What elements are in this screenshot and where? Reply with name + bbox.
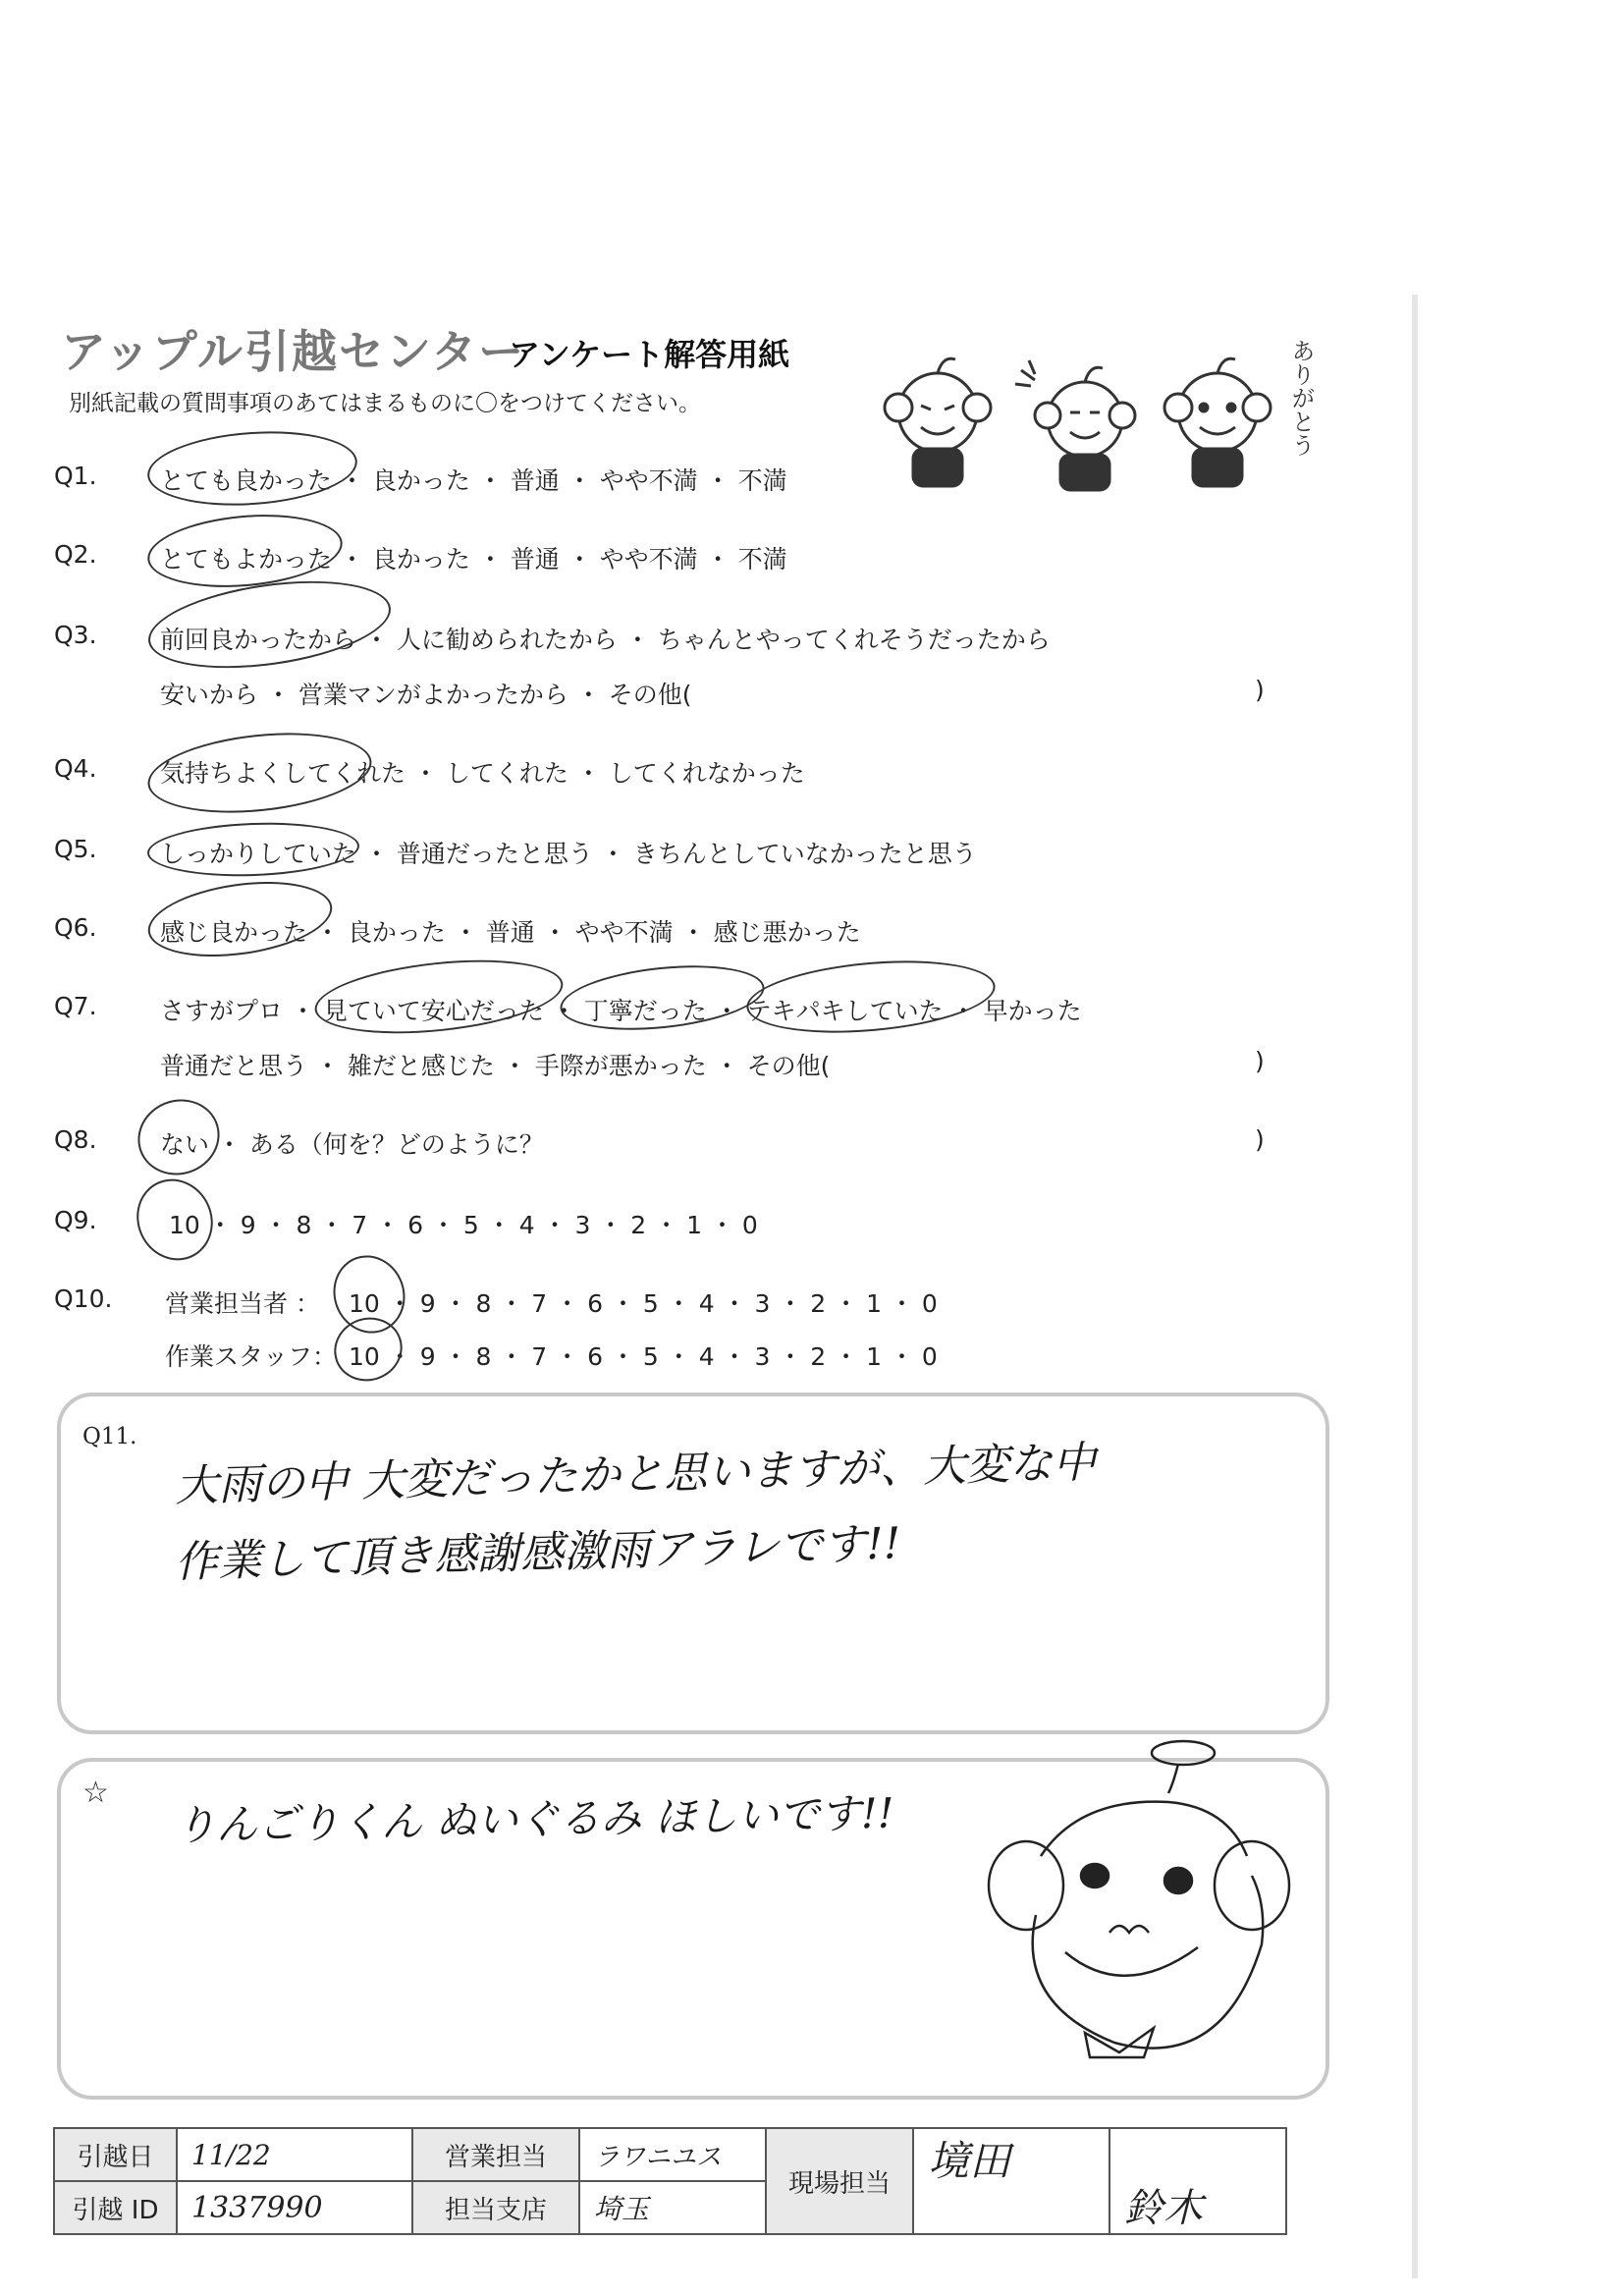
- mascot-1: [885, 358, 991, 486]
- q9-number: Q9.: [54, 1206, 97, 1234]
- q1-number: Q1.: [54, 462, 97, 490]
- branch-value: 埼玉: [579, 2181, 766, 2234]
- q7-paren-close: ): [1255, 1047, 1265, 1075]
- mascot-speech: ありがとう: [1287, 339, 1315, 457]
- sheet-edge: [1412, 295, 1418, 2278]
- q8-number: Q8.: [54, 1125, 97, 1154]
- q4-number: Q4.: [54, 754, 97, 783]
- q3-paren-close: ): [1255, 676, 1265, 704]
- q4-options: 気持ちよくしてくれた ・ してくれた ・ してくれなかった: [160, 759, 805, 788]
- q10-sales-options: 10 ・ 9 ・ 8 ・ 7 ・ 6 ・ 5 ・ 4 ・ 3 ・ 2 ・ 1 ・ 0: [349, 1289, 938, 1318]
- mascot-2: [1015, 360, 1135, 490]
- q5-number: Q5.: [54, 835, 97, 863]
- q10-staff-options: 10 ・ 9 ・ 8 ・ 7 ・ 6 ・ 5 ・ 4 ・ 3 ・ 2 ・ 1 ・ 0: [349, 1342, 938, 1371]
- q6-selection-circle: [143, 871, 337, 967]
- q7-options-line1: さすがプロ ・ 見ていて安心だった ・ 丁寧だった ・ テキパキしていた ・ 早かった: [160, 997, 1082, 1025]
- handdrawn-mascot-icon: [972, 1728, 1296, 2072]
- q4-selection-circle: [144, 723, 376, 823]
- free-comment-text: りんごりくん ぬいぐるみ ほしいです!!: [174, 1788, 894, 1850]
- q9-options: 10 ・ 9 ・ 8 ・ 7 ・ 6 ・ 5 ・ 4 ・ 3 ・ 2 ・ 1 ・ 0: [169, 1211, 758, 1239]
- move-id-label: 引越 ID: [54, 2181, 177, 2234]
- q3-selection-circle: [143, 568, 397, 682]
- form-title: アンケート解答用紙: [509, 336, 790, 373]
- q6-options: 感じ良かった ・ 良かった ・ 普通 ・ やや不満 ・ 感じ悪かった: [160, 918, 861, 947]
- q10-sales-label: 営業担当者 ：: [165, 1289, 320, 1318]
- q7-selection-circle-1: [311, 950, 567, 1044]
- q1-selection-circle: [145, 425, 360, 513]
- move-date-value: 11/22: [177, 2128, 412, 2181]
- q7-options-line2: 普通だと思う ・ 雑だと感じた ・ 手際が悪かった ・ その他(: [160, 1052, 831, 1080]
- instruction-text: 別紙記載の質問事項のあてはまるものに〇をつけてください。: [69, 391, 701, 416]
- sales-rep-value: ラワニユス: [579, 2128, 766, 2181]
- q11-label: Q11.: [82, 1424, 137, 1449]
- footer-info-table: [53, 2127, 1287, 2235]
- brand-title: アップル引越センター: [61, 325, 526, 378]
- q3-options-line1: 前回良かったから ・ 人に勧められたから ・ ちゃんとやってくれそうだったから: [160, 626, 1051, 654]
- site-rep-label: 現場担当: [766, 2128, 913, 2234]
- q10-staff-selection-circle: [325, 1308, 411, 1391]
- q5-options: しっかりしていた ・ 普通だったと思う ・ きちんとしていなかったと思う: [160, 840, 977, 868]
- branch-label: 担当支店: [412, 2181, 579, 2234]
- mascot-illustration: [864, 329, 1325, 506]
- q8-paren-close: ): [1255, 1125, 1265, 1154]
- q8-selection-circle: [128, 1088, 231, 1186]
- site-rep-value-2: 鈴木: [1109, 2128, 1286, 2234]
- q10-number: Q10.: [54, 1285, 113, 1313]
- q7-number: Q7.: [54, 992, 97, 1020]
- site-rep-value-1: 境田: [913, 2128, 1109, 2234]
- q2-number: Q2.: [54, 540, 97, 569]
- q7-selection-circle-3: [743, 952, 998, 1042]
- q5-selection-circle: [146, 819, 360, 880]
- q6-number: Q6.: [54, 913, 97, 942]
- q9-selection-circle: [124, 1167, 226, 1273]
- q3-options-line2: 安いから ・ 営業マンがよかったから ・ その他(: [160, 681, 692, 709]
- q3-number: Q3.: [54, 621, 97, 649]
- star-label: ☆: [82, 1776, 109, 1810]
- q1-options: とても良かった ・ 良かった ・ 普通 ・ やや不満 ・ 不満: [160, 466, 787, 495]
- sales-rep-label: 営業担当: [412, 2128, 579, 2181]
- move-id-value: 1337990: [177, 2181, 412, 2234]
- q11-answer-line1: 大雨の中 大変だったかと思いますが、大変な中: [174, 1437, 1097, 1512]
- move-date-label: 引越日: [54, 2128, 177, 2181]
- q10-staff-label: 作業スタッフ：: [165, 1342, 338, 1371]
- q11-answer-line2: 作業して頂き感謝感激雨アラレです!!: [174, 1518, 902, 1588]
- q8-options: ない ・ ある（何を？どのように？: [160, 1130, 544, 1159]
- q2-options: とてもよかった ・ 良かった ・ 普通 ・ やや不満 ・ 不満: [160, 545, 787, 574]
- mascot-3: [1164, 358, 1271, 486]
